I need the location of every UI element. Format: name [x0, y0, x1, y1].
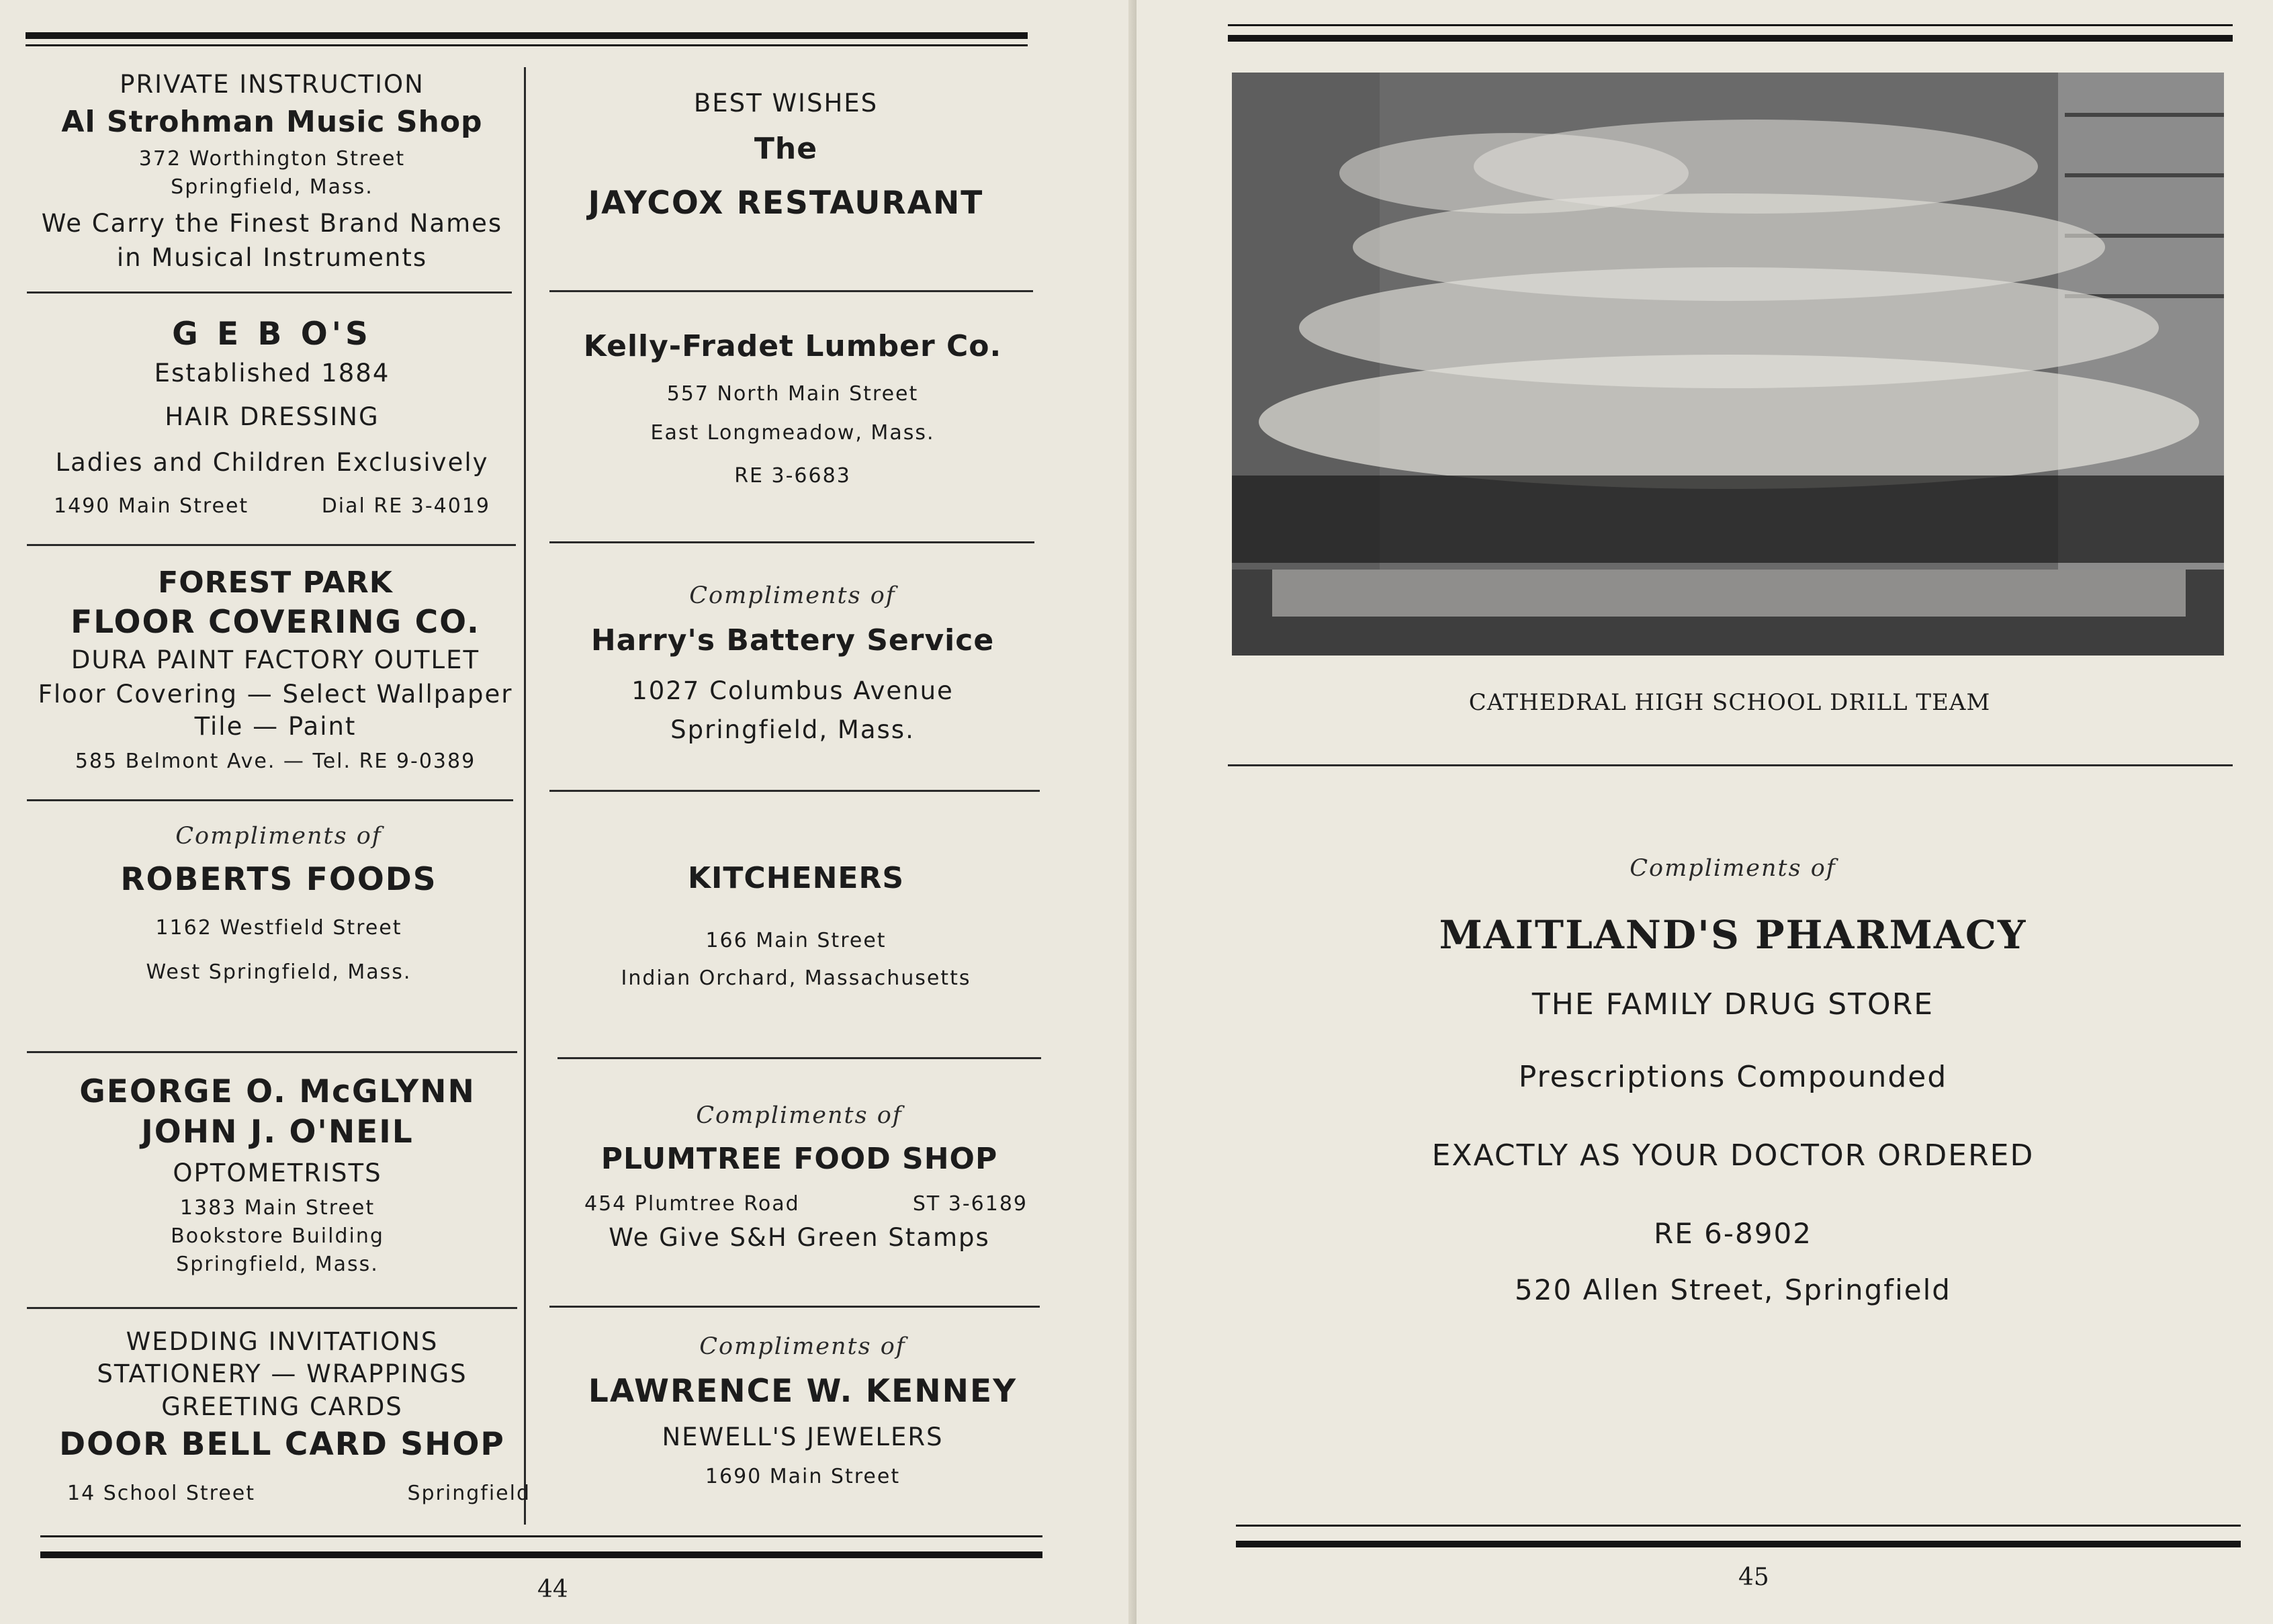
ad-service: HAIR DRESSING — [165, 402, 380, 431]
ad-address: 1490 Main Street — [54, 494, 249, 518]
ad-outlet: DURA PAINT FACTORY OUTLET — [71, 645, 480, 675]
ad-products: GREETING CARDS — [161, 1392, 403, 1421]
ad-compliments: Compliments of — [1630, 855, 1836, 882]
ad-phone: ST 3-6189 — [912, 1191, 1028, 1216]
ad-business-name: GEORGE O. McGLYNN — [79, 1073, 476, 1110]
ad-phone: RE 6-8902 — [1654, 1216, 1812, 1250]
divider — [27, 1307, 517, 1309]
column-divider — [524, 67, 526, 1525]
ad-city: Springfield, Mass. — [176, 1253, 379, 1277]
ad-specialty: Ladies and Children Exclusively — [55, 448, 489, 478]
left-page — [0, 0, 1136, 1624]
ad-address: 1690 Main Street — [705, 1464, 901, 1488]
divider — [1228, 764, 2233, 766]
ad-city: Springfield, Mass. — [171, 175, 373, 199]
ad-business-name: JAYCOX RESTAURANT — [588, 185, 984, 222]
ad-address: 454 Plumtree Road — [584, 1191, 800, 1216]
ad-gebos — [27, 316, 517, 518]
ad-business-name: LAWRENCE W. KENNEY — [588, 1373, 1018, 1410]
divider — [27, 291, 512, 294]
ad-door-bell-card-shop — [27, 1327, 537, 1506]
ad-business-name: PLUMTREE FOOD SHOP — [600, 1142, 998, 1176]
ad-lawrence-kenney — [531, 1333, 1075, 1489]
ad-tagline: THE FAMILY DRUG STORE — [1531, 987, 1934, 1022]
ad-phone: Dial RE 3-4019 — [321, 494, 490, 518]
divider — [549, 790, 1040, 792]
ad-address: 14 School Street — [67, 1481, 255, 1505]
top-rule-thin — [1228, 24, 2233, 26]
divider — [549, 541, 1034, 543]
ad-business-name: FLOOR COVERING CO. — [71, 603, 480, 641]
ad-products: Tile — Paint — [194, 711, 357, 741]
ad-compliments: Compliments of — [696, 1102, 903, 1129]
top-rule — [26, 32, 1028, 39]
ad-phone: RE 3-6683 — [734, 463, 851, 488]
ad-forest-park-floor-covering — [27, 566, 524, 774]
ad-products: STATIONERY — WRAPPINGS — [97, 1359, 467, 1389]
ad-tagline: We Carry the Finest Brand Names — [41, 209, 503, 238]
divider — [558, 1057, 1041, 1059]
ad-business-name: DOOR BELL CARD SHOP — [59, 1426, 505, 1463]
divider — [549, 290, 1033, 292]
ad-roberts-foods — [27, 822, 531, 985]
ad-address: 557 North Main Street — [666, 381, 919, 406]
ad-address: 166 Main Street — [705, 928, 887, 952]
bottom-rule — [40, 1551, 1042, 1558]
ad-contact-row — [531, 1192, 1068, 1216]
drill-team-photo-graphic — [1232, 73, 2224, 656]
ad-city: Indian Orchard, Massachusetts — [621, 966, 971, 990]
ad-business-name: Al Strohman Music Shop — [61, 105, 483, 140]
ad-address: 585 Belmont Ave. — Tel. RE 9-0389 — [75, 750, 476, 774]
ad-jaycox-restaurant — [531, 89, 1041, 223]
ad-compliments: Compliments of — [689, 582, 896, 609]
divider — [27, 799, 513, 801]
ad-harrys-battery-service — [531, 582, 1055, 746]
ad-business-name: KITCHENERS — [687, 861, 905, 895]
bottom-rule — [1236, 1541, 2241, 1547]
ad-al-strohman-music-shop — [27, 67, 517, 273]
ad-maitlands-pharmacy — [1229, 854, 2237, 1308]
ad-contact-row — [27, 494, 517, 518]
ad-heading: BEST WISHES — [693, 89, 879, 118]
divider — [549, 1306, 1040, 1308]
ad-optometrists — [27, 1073, 528, 1277]
divider — [27, 1051, 517, 1053]
ad-address: 520 Allen Street, Springfield — [1515, 1273, 1951, 1307]
ad-service: Prescriptions Compounded — [1518, 1060, 1948, 1095]
top-rule — [1228, 35, 2233, 42]
ad-the: The — [754, 132, 818, 167]
ad-business-name: MAITLAND'S PHARMACY — [1439, 912, 2027, 958]
photo-caption: CATHEDRAL HIGH SCHOOL DRILL TEAM — [1468, 689, 1991, 716]
bottom-rule-thin — [40, 1535, 1042, 1537]
ad-building: Bookstore Building — [171, 1224, 384, 1249]
ad-business-name: ROBERTS FOODS — [120, 861, 437, 898]
ad-city: Springfield — [407, 1481, 531, 1505]
ad-products: Floor Covering — Select Wallpaper — [38, 679, 513, 709]
top-rule-thin — [26, 44, 1028, 46]
ad-business: NEWELL'S JEWELERS — [662, 1423, 944, 1452]
page-number: 44 — [537, 1576, 568, 1603]
ad-city: East Longmeadow, Mass. — [650, 420, 935, 445]
ad-address: 1383 Main Street — [179, 1196, 375, 1220]
page-number: 45 — [1738, 1564, 1769, 1591]
ad-city: Springfield, Mass. — [670, 715, 915, 745]
ad-plumtree-food-shop — [531, 1101, 1068, 1253]
ad-compliments: Compliments of — [175, 823, 382, 850]
drill-team-photo — [1232, 73, 2224, 656]
ad-address: 1162 Westfield Street — [155, 916, 402, 940]
divider — [27, 544, 516, 546]
ad-slogan: EXACTLY AS YOUR DOCTOR ORDERED — [1431, 1138, 2035, 1173]
ad-city: West Springfield, Mass. — [146, 960, 412, 985]
ad-contact-row — [27, 1482, 537, 1506]
ad-tagline: in Musical Instruments — [116, 242, 428, 272]
ad-kitcheners — [531, 861, 1061, 991]
ad-compliments: Compliments of — [699, 1333, 906, 1360]
ad-products: WEDDING INVITATIONS — [126, 1327, 439, 1356]
ad-business-name: Harry's Battery Service — [590, 623, 995, 658]
ad-address: 1027 Columbus Avenue — [631, 676, 954, 705]
ad-business-name: G E B O'S — [172, 316, 372, 353]
ad-kelly-fradet-lumber — [531, 329, 1055, 488]
bottom-rule-thin — [1236, 1525, 2241, 1527]
ad-business-name: JOHN J. O'NEIL — [141, 1114, 414, 1151]
ad-business-name: FOREST PARK — [158, 566, 393, 600]
ad-tagline: We Give S&H Green Stamps — [609, 1222, 990, 1252]
ad-business-name: Kelly-Fradet Lumber Co. — [583, 329, 1002, 363]
ad-title: OPTOMETRISTS — [173, 1158, 382, 1187]
ad-established: Established 1884 — [154, 359, 390, 388]
ad-heading: PRIVATE INSTRUCTION — [120, 70, 425, 99]
ad-address: 372 Worthington Street — [138, 147, 406, 171]
